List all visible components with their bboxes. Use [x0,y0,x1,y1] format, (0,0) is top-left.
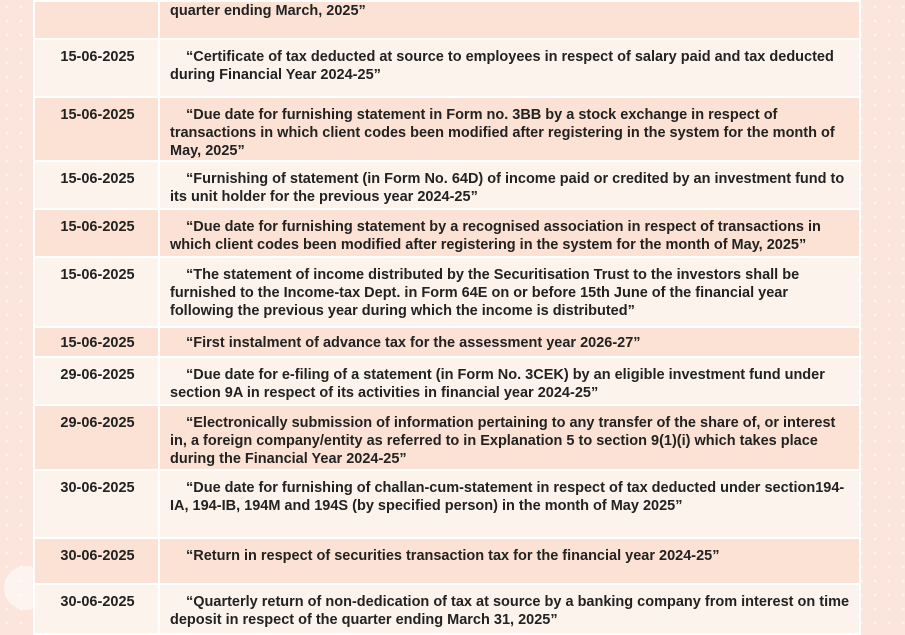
due-dates-table [33,0,861,635]
due-date-cell: 15-06-2025 [34,257,159,327]
due-date-cell: 15-06-2025 [34,39,159,97]
description-cell: “Return in respect of securities transaction tax for the financial year 2024-25” [159,538,860,584]
due-date-cell [34,1,159,39]
due-date-cell: 30-06-2025 [34,538,159,584]
due-date-cell: 15-06-2025 [34,209,159,257]
due-date-cell: 30-06-2025 [34,584,159,634]
description-cell: “Due date for furnishing statement in Form no. 3BB by a stock exchange in respect of transactions in which client codes been modified after registering in the system for the month of May, 2025” [159,97,860,161]
description-cell: quarter ending March, 2025” [159,1,860,39]
description-cell: “Quarterly return of non-dedication of tax at source by a banking company from interest on time deposit in respect of the quarter ending March 31, 2025” [159,584,860,634]
description-cell: “Furnishing of statement (in Form No. 64D) of income paid or credited by an investment fund to its unit holder for the previous year 2024-25” [159,161,860,209]
description-cell: “Certificate of tax deducted at source to employees in respect of salary paid and tax deducted during Financial Year 2024-25” [159,39,860,97]
table-row [34,470,860,538]
description-cell: “Due date for furnishing of challan-cum-statement in respect of tax deducted under section194-IA, 194-IB, 194M and 194S (by specified person) in the month of May 2025” [159,470,860,538]
table-row [34,39,860,97]
table-row [34,209,860,257]
table-row [34,257,860,327]
description-cell: “The statement of income distributed by the Securitisation Trust to the investors shall be furnished to the Income-tax Dept. in Form 64E on or before 15th June of the financial year following the previous year during which the income is distributed” [159,257,860,327]
due-date-cell: 15-06-2025 [34,161,159,209]
table-row [34,1,860,39]
table-row [34,405,860,470]
description-cell: “First instalment of advance tax for the assessment year 2026-27” [159,327,860,357]
due-date-cell: 15-06-2025 [34,327,159,357]
table-row [34,97,860,161]
description-cell: “Electronically submission of information pertaining to any transfer of the share of, or interest in, a foreign company/entity as referred to in Explanation 5 to section 9(1)(i) which takes place during the Financial Year 2024-25” [159,405,860,470]
due-date-cell: 29-06-2025 [34,357,159,405]
table-row [34,327,860,357]
table-row [34,584,860,634]
description-cell: “Due date for furnishing statement by a recognised association in respect of transactions in which client codes been modified after registering in the system for the month of May, 2025” [159,209,860,257]
table-row [34,538,860,584]
due-date-cell: 29-06-2025 [34,405,159,470]
description-cell: “Due date for e-filing of a statement (in Form No. 3CEK) by an eligible investment fund under section 9A in respect of its activities in financial year 2024-25” [159,357,860,405]
table-row [34,357,860,405]
due-date-cell: 15-06-2025 [34,97,159,161]
due-date-cell: 30-06-2025 [34,470,159,538]
table-row [34,161,860,209]
